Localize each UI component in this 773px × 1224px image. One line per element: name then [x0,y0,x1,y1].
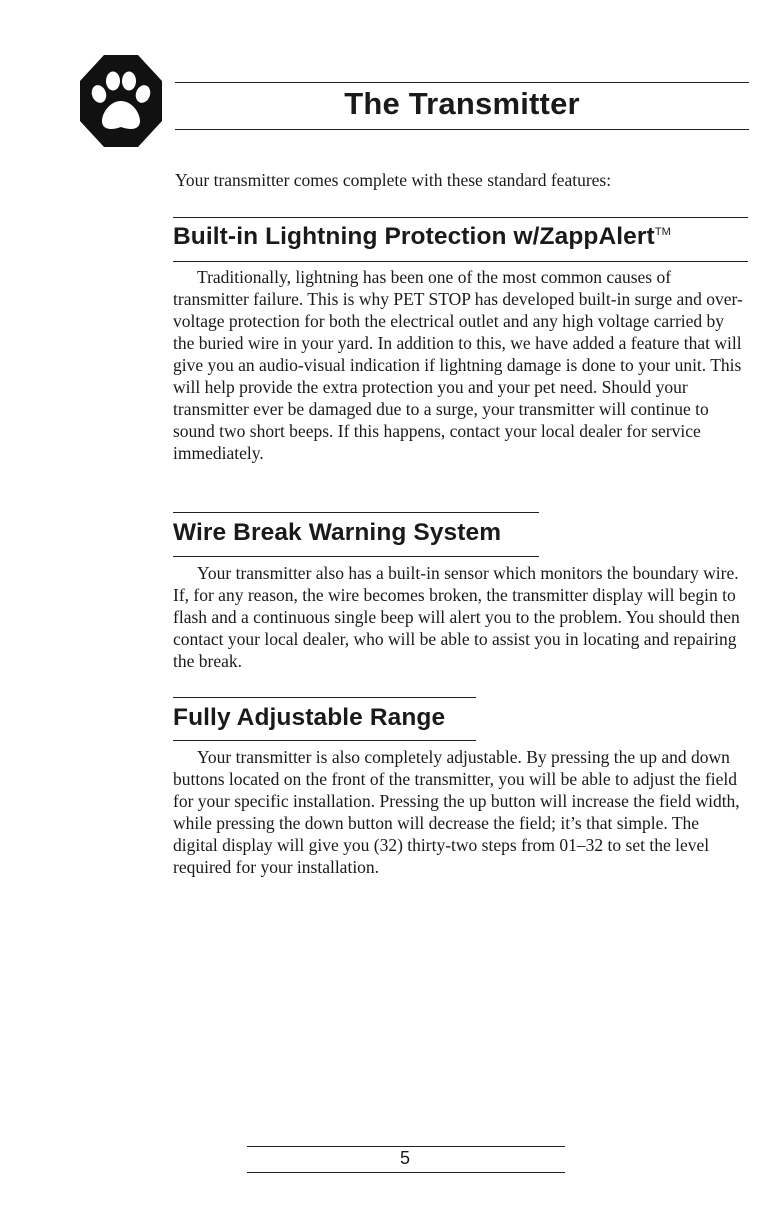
paw-toe-2 [106,72,120,91]
page-title: The Transmitter [344,86,580,121]
section-2-rule-bottom [173,556,539,557]
section-2-body: Your transmitter also has a built-in sensor which monitors the boundary wire. If, for any reason, the wire becomes broken, the transmitter display will begin to flash and a continuous single beep will alert you to the problem. You should then contact your local dealer, who will be able to assist you in locating and repairing the break. [173,563,740,671]
section-3-heading: Fully Adjustable Range [173,704,446,731]
page-number-rule-bottom [247,1172,565,1173]
paw-toe-3 [122,72,136,91]
section-2-heading: Wire Break Warning System [173,519,502,546]
section-1-rule-top [173,217,748,218]
section-3-body: Your transmitter is also completely adjustable. By pressing the up and down buttons located on the front of the transmitter, you will be able to adjust the field for your specific installation. Pressing the up button will increase the field width, while pressing the down button will decrease the field; it’s that simple. The digital display will give you (32) thirty-two steps from 01–32 to set the level required for your installation. [173,747,740,877]
intro-text: Your transmitter comes complete with these standard features: [175,170,612,190]
page-number: 5 [399,1148,410,1168]
trademark-mark: TM [654,226,671,238]
title-rule-top [175,82,749,83]
section-3-rule-bottom [173,740,476,741]
section-2-rule-top [173,512,539,513]
page-number-rule-top [247,1146,565,1147]
section-1-rule-bottom [173,261,748,262]
section-1-body: Traditionally, lightning has been one of the most common causes of transmitter failure. This is why PET STOP has developed built-in surge and over-voltage protection for both the electrical outlet and any high voltage carried by the buried wire in your yard. In addition to this, we have added a feature that will give you an audio-visual indication if lightning damage is done to your unit. This will help provide the extra protection you and your pet need. Should your transmitter ever be damaged due to a surge, your transmitter will continue to sound two short beeps. If this happens, contact your local dealer for service immediately. [173,267,743,463]
title-rule-bottom [175,129,749,130]
paw-print-icon [80,55,162,147]
section-1-heading-text: Built-in Lightning Protection w/ZappAlert [173,223,655,250]
section-3-rule-top [173,697,476,698]
section-1-heading [173,223,671,251]
